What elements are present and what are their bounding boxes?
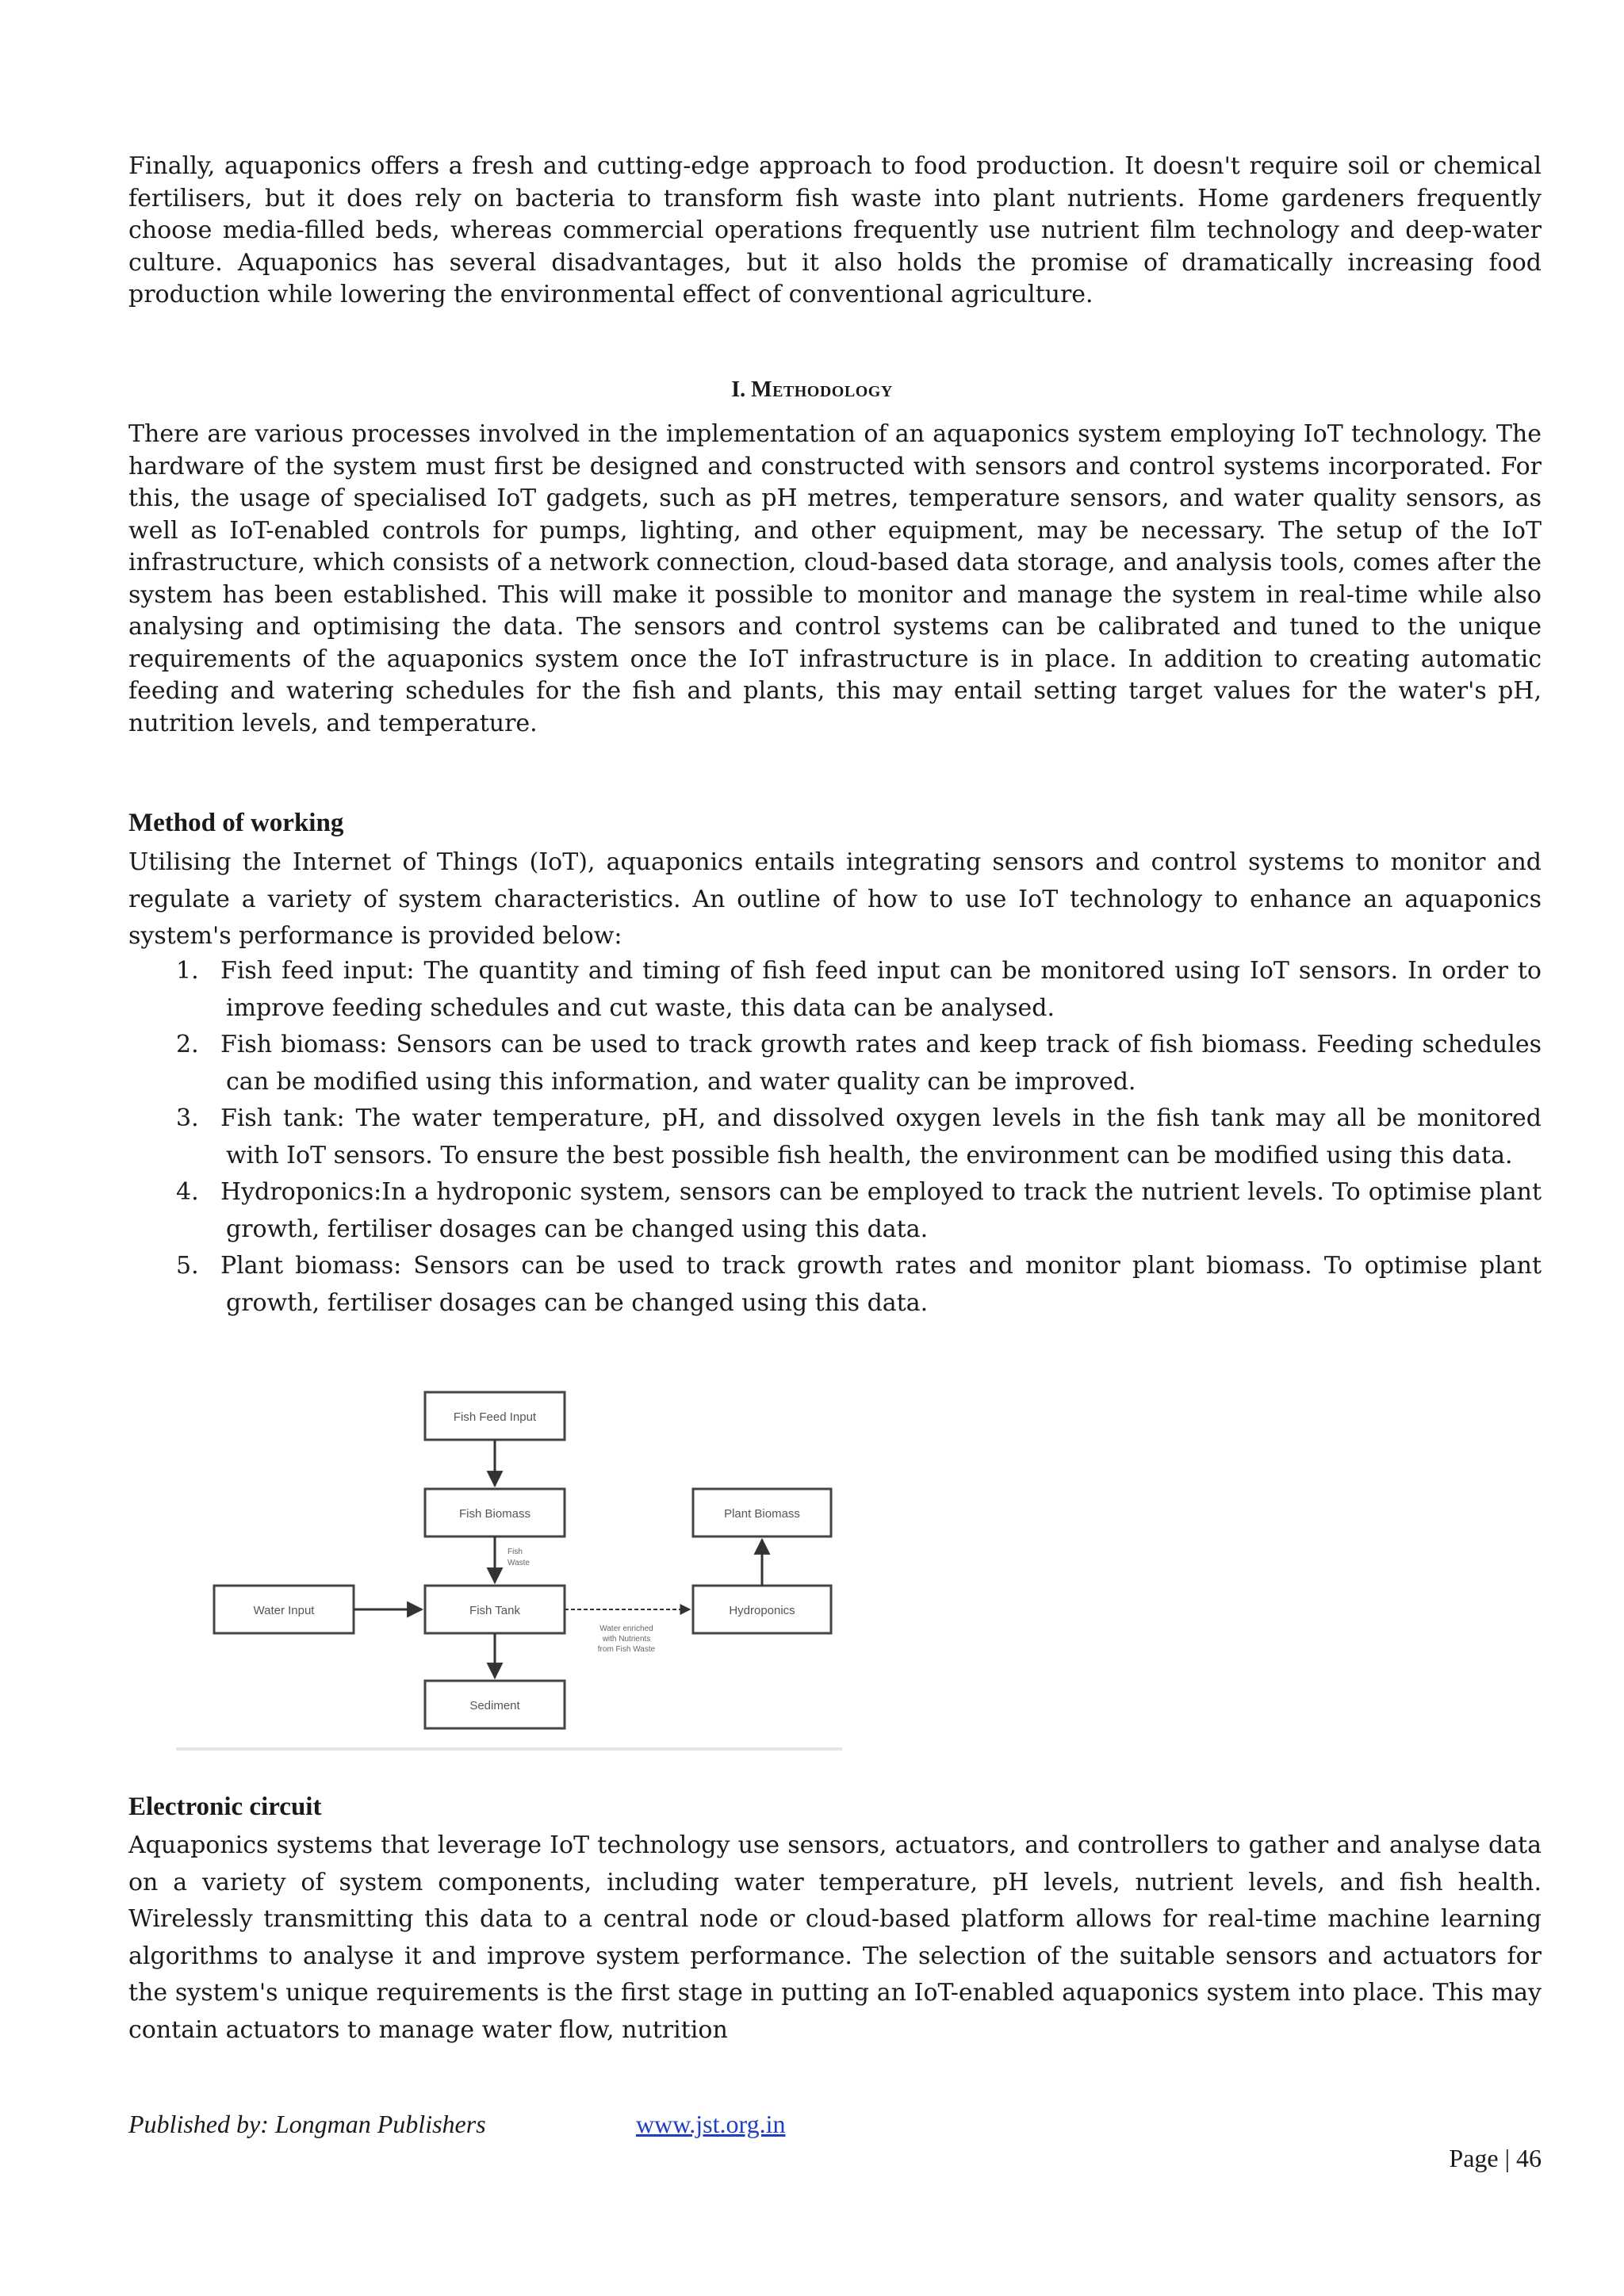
box-sediment (425, 1681, 565, 1728)
list-number: 2. (176, 1031, 199, 1058)
methodology-paragraph: There are various processes involved in the implementation of an aquaponics system employing IoT technology. The hardware of the system must first be designed and constructed with sensors and control systems incorporated. For this, the usage of specialised IoT gadgets, such as pH metres, temperature sensors, and water quality sensors, as well as IoT-enabled controls for pumps, lighting, and other equipment, may be necessary. The setup of the IoT infrastructure, which consists of a network connection, cloud-based data storage, and analysis tools, comes after the system has been established. This will make it possible to monitor and manage the system in real-time while also analysing and optimising the data. The sensors and control systems can be calibrated and tuned to the unique requirements of the aquaponics system once the IoT infrastructure is in place. In addition to creating automatic feeding and watering schedules for the fish and plants, this may entail setting target values for the water's pH, nutrition levels, and temperature. (128, 420, 1542, 737)
label-water-enriched-2: with Nutrients (602, 1635, 651, 1644)
footer-page-number: Page | 46 (1449, 2144, 1542, 2172)
list-number: 3. (176, 1104, 199, 1132)
label-water-enriched-3: from Fish Waste (597, 1645, 656, 1654)
list-item (176, 1027, 1542, 1100)
subheading-method-of-working: Method of working (128, 809, 344, 837)
footer-website-link[interactable]: www.jst.org.in (636, 2110, 786, 2138)
subheading-electronic-circuit: Electronic circuit (128, 1793, 322, 1821)
box-label: Fish Biomass (458, 1507, 531, 1521)
circuit-paragraph: Aquaponics systems that leverage IoT technology use sensors, actuators, and controllers to gather and analyse data on a variety of system components, including water temperature, pH levels, nutrient levels, and fish health. Wirelessly transmitting this data to a central node or cloud-based platform allows for real-time machine learning algorithms to analyse it and improve system performance. The selection of the suitable sensors and actuators for the system's unique requirements is the first stage in putting an IoT-enabled aquaponics system into place. This may contain actuators to manage water flow, nutrition (128, 1831, 1542, 2044)
box-hydroponics (693, 1586, 831, 1633)
box-label: Hydroponics (729, 1604, 795, 1617)
steps-list (176, 953, 1542, 1322)
box-label: Plant Biomass (724, 1507, 800, 1521)
list-text: Fish feed input: The quantity and timing of fish feed input can be monitored using IoT sensors. In order to improve feeding schedules and cut waste, this data can be analysed. (220, 957, 1542, 1022)
list-text: Hydroponics:In a hydroponic system, sensors can be employed to track the nutrient levels. To optimise plant growth, fertiliser dosages can be changed using this data. (220, 1178, 1542, 1243)
box-water-input (214, 1586, 354, 1633)
list-item (176, 1174, 1542, 1248)
box-label: Fish Tank (469, 1604, 520, 1617)
box-label: Sediment (469, 1699, 520, 1712)
box-label: Water Input (253, 1604, 315, 1617)
footer-publisher: Published by: Longman Publishers (128, 2110, 486, 2138)
list-item (176, 1248, 1542, 1322)
box-label: Fish Feed Input (453, 1410, 537, 1424)
list-number: 1. (176, 957, 199, 985)
list-item (176, 1100, 1542, 1174)
list-text: Plant biomass: Sensors can be used to track growth rates and monitor plant biomass. To optimise plant growth, fertiliser dosages can be changed using this data. (220, 1252, 1542, 1317)
section-heading-methodology (0, 377, 1624, 403)
list-text: Fish biomass: Sensors can be used to track growth rates and keep track of fish biomass. Feeding schedules can be modified using this information, and water quality can be improved. (220, 1031, 1542, 1096)
box-fish-feed-input (425, 1392, 565, 1440)
section-number: I. (731, 377, 746, 402)
label-fish-waste-1: Fish (508, 1548, 523, 1556)
list-text: Fish tank: The water temperature, pH, and dissolved oxygen levels in the fish tank may all be monitored with IoT sensors. To ensure the best possible fish health, the environment can be modified using this data. (220, 1104, 1542, 1169)
box-fish-tank (425, 1586, 565, 1633)
list-number: 4. (176, 1178, 199, 1206)
cropped-caption-strip (176, 1747, 842, 1751)
box-plant-biomass (693, 1489, 831, 1536)
intro-paragraph: Finally, aquaponics offers a fresh and cutting-edge approach to food production. It doesn't require soil or chemical fertilisers, but it does rely on bacteria to transform fish waste into plant nutrients. Home gardeners frequently choose media-filled beds, whereas commercial operations frequently use nutrient film technology and deep-water culture. Aquaponics has several disadvantages, but it also holds the promise of dramatically increasing food production while lowering the environmental effect of conventional agriculture. (128, 152, 1542, 308)
box-fish-biomass (425, 1489, 565, 1536)
list-item (176, 953, 1542, 1027)
list-number: 5. (176, 1252, 199, 1280)
working-intro-paragraph: Utilising the Internet of Things (IoT), aquaponics entails integrating sensors and control systems to monitor and regulate a variety of system characteristics. An outline of how to use IoT technology to enhance an aquaponics system's performance is provided below: (128, 848, 1542, 950)
label-fish-waste-2: Waste (508, 1559, 530, 1567)
section-title: Methodology (751, 377, 893, 402)
aquaponics-flow-diagram (176, 1389, 868, 1762)
label-water-enriched-1: Water enriched (599, 1624, 653, 1633)
